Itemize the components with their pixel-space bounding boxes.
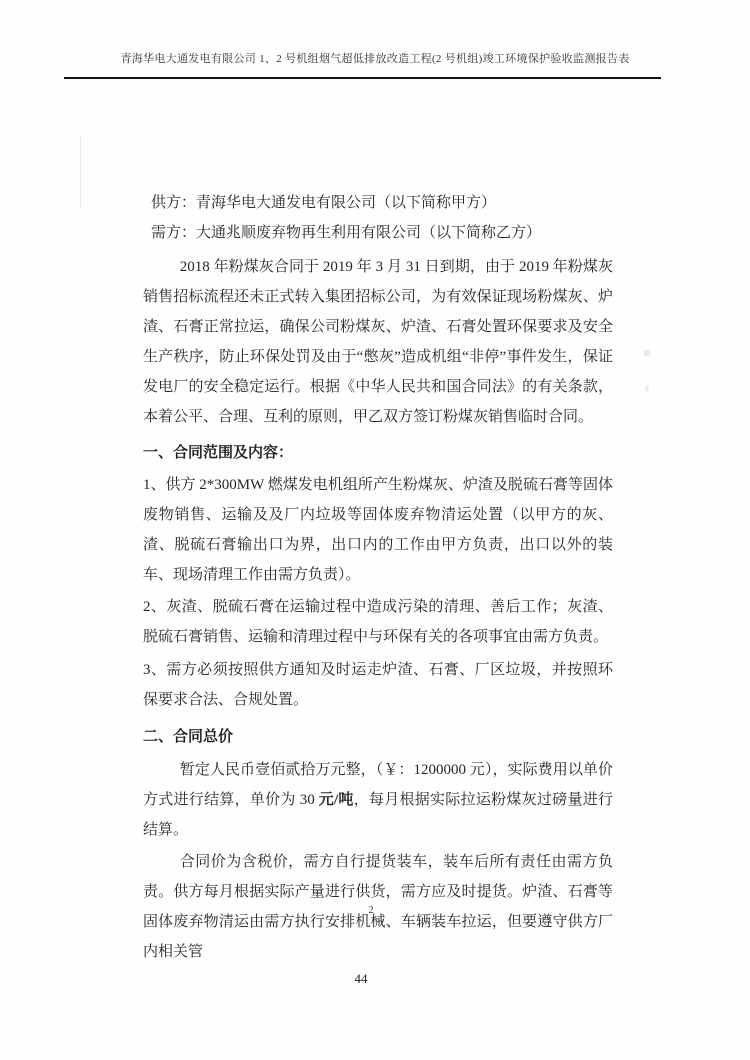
scan-artifact-line	[80, 135, 81, 207]
contract-body	[143, 188, 613, 967]
report-header-title: 青海华电大通发电有限公司 1、2 号机组烟气超低排放改造工程(2 号机组)竣工环境保护验收监测报告表	[120, 53, 630, 65]
section-2-heading: 二、合同总价	[143, 729, 234, 745]
intro-paragraph: 2018 年粉煤灰合同于 2019 年 3 月 31 日到期，由于 2019 年粉煤灰销售招标流程还未正式转入集团招标公司，为有效保证现场粉煤灰、炉渣、石膏正常拉运，确保公司粉煤灰、炉渣、石膏处置环保要求及安全生产秩序，防止环保处罚及由于“憋灰”造成机组“非停”事件发生，保证发电厂的安全稳定运行。根据《中华人民共和国合同法》的有关条款，本着公平、合理、互利的原则，甲乙双方签订粉煤灰销售临时合同。	[143, 259, 613, 425]
contract-item-2: 2、灰渣、脱硫石膏在运输过程中造成污染的清理、善后工作；灰渣、脱硫石膏销售、运输和清理过程中与环保有关的各项事宜由需方负责。	[143, 599, 613, 645]
header-rule	[64, 77, 661, 79]
delivery-paragraph: 合同价为含税价，需方自行提货装车，装车后所有责任由需方负责。供方每月根据实际产量进行供货，需方应及时提货。炉渣、石膏等固体废弃物清运由需方执行安排机械、车辆装车拉运，但要遵守供方厂内相关管	[143, 854, 613, 960]
scan-artifact-speck	[645, 386, 649, 392]
party-buyer-line: 需方：大通兆顺废弃物再生利用有限公司（以下简称乙方）	[151, 225, 542, 241]
unit-price-bold: 元/吨	[318, 792, 354, 808]
party-supplier-line: 供方：青海华电大通发电有限公司（以下简称甲方）	[151, 195, 497, 211]
contract-item-3: 3、需方必须按照供方通知及时运走炉渣、石膏、厂区垃圾，并按照环保要求合法、合规处置。	[143, 662, 613, 708]
inner-page-number: 2	[368, 905, 374, 916]
price-paragraph	[143, 755, 613, 845]
scan-artifact-speck	[644, 350, 650, 356]
footer-page-number: 44	[354, 971, 368, 986]
price-text-after: ，每月根据实际拉运粉煤灰过磅量进行结算。	[143, 792, 613, 838]
price-text-before: 暂定人民币壹佰贰拾万元整，（￥：1200000 元），实际费用以单价方式进行结算，单价为 30	[143, 762, 613, 808]
section-1-heading: 一、合同范围及内容：	[143, 445, 294, 461]
contract-item-1: 1、供方 2*300MW 燃煤发电机组所产生粉煤灰、炉渣及脱硫石膏等固体废物销售、运输及及厂内垃圾等固体废弃物清运处置（以甲方的灰、渣、脱硫石膏输出口为界，出口内的工作由甲方负责，出口以外的装车、现场清理工作由需方负责）。	[143, 477, 613, 583]
